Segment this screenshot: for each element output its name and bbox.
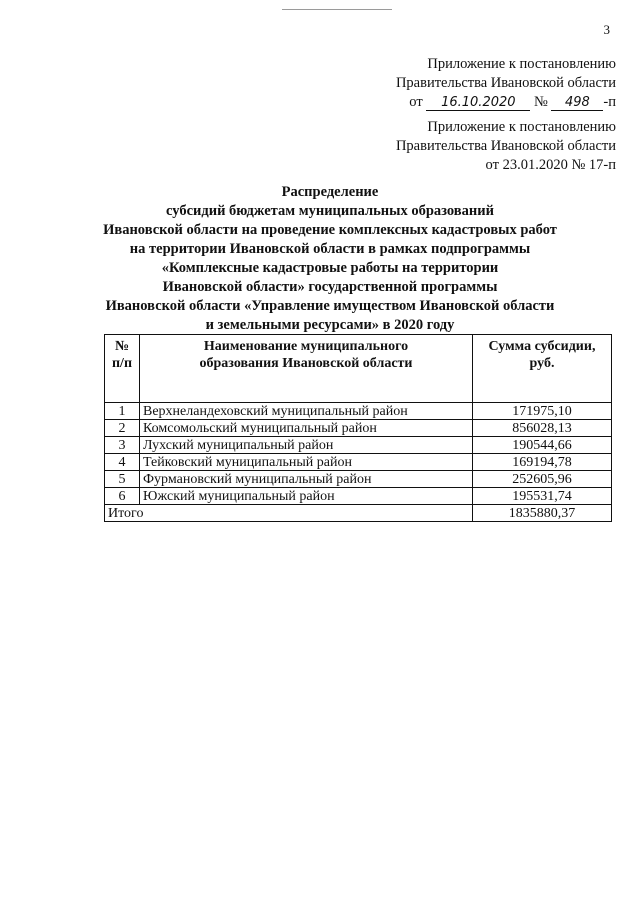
table-row bbox=[105, 420, 612, 437]
subsidy-table bbox=[104, 334, 612, 522]
header-num-line2: п/п bbox=[111, 356, 133, 371]
title-line: субсидий бюджетам муниципальных образований bbox=[166, 203, 494, 219]
title-line: Ивановской области» государственной программы bbox=[162, 279, 498, 295]
table-header-row bbox=[105, 335, 612, 403]
appendix-current bbox=[396, 55, 616, 112]
from-label: от bbox=[409, 94, 423, 110]
appendix-previous-line2: Правительства Ивановской области bbox=[395, 138, 616, 154]
header-name-line2: образования Ивановской области bbox=[199, 356, 413, 371]
appendix-current-line1: Приложение к постановлению bbox=[427, 56, 616, 72]
page-number: 3 bbox=[603, 22, 610, 37]
row-sum: 169194,78 bbox=[473, 454, 612, 471]
header-sum bbox=[473, 335, 612, 403]
row-sum: 195531,74 bbox=[473, 488, 612, 505]
appendix-current-line3 bbox=[396, 93, 616, 112]
row-num: 1 bbox=[105, 403, 140, 420]
row-name: Верхнеландеховский муниципальный район bbox=[140, 403, 473, 420]
row-num: 2 bbox=[105, 420, 140, 437]
handwritten-date: 16.10.2020 bbox=[426, 95, 530, 111]
table-total-row bbox=[105, 505, 612, 522]
header-name-line1: Наименование муниципального bbox=[203, 339, 409, 354]
header-num-line1: № bbox=[114, 339, 130, 354]
header-name bbox=[140, 335, 473, 403]
row-sum: 190544,66 bbox=[473, 437, 612, 454]
title-heading: Распределение bbox=[281, 184, 379, 200]
row-name: Южский муниципальный район bbox=[140, 488, 473, 505]
row-name: Фурмановский муниципальный район bbox=[140, 471, 473, 488]
row-num: 6 bbox=[105, 488, 140, 505]
row-num: 5 bbox=[105, 471, 140, 488]
number-suffix: -п bbox=[603, 94, 616, 110]
header-sum-line1: Сумма субсидии, bbox=[488, 339, 596, 354]
table-row bbox=[105, 437, 612, 454]
title-line: на территории Ивановской области в рамках подпрограммы bbox=[129, 241, 531, 257]
scan-artifact-line bbox=[282, 9, 392, 10]
table-row bbox=[105, 471, 612, 488]
header-sum-line2: руб. bbox=[529, 356, 555, 371]
row-name: Лухский муниципальный район bbox=[140, 437, 473, 454]
row-sum: 252605,96 bbox=[473, 471, 612, 488]
row-num: 3 bbox=[105, 437, 140, 454]
appendix-current-line2: Правительства Ивановской области bbox=[395, 75, 616, 91]
row-num: 4 bbox=[105, 454, 140, 471]
row-name: Комсомольский муниципальный район bbox=[140, 420, 473, 437]
table-row bbox=[105, 454, 612, 471]
total-sum: 1835880,37 bbox=[473, 505, 612, 522]
table-row bbox=[105, 403, 612, 420]
appendix-previous bbox=[396, 118, 616, 175]
title-line: Ивановской области на проведение комплексных кадастровых работ bbox=[103, 222, 557, 238]
title-line: и земельными ресурсами» в 2020 году bbox=[205, 317, 455, 333]
handwritten-number: 498 bbox=[551, 95, 603, 111]
number-label: № bbox=[533, 94, 548, 110]
appendix-previous-line1: Приложение к постановлению bbox=[427, 119, 616, 135]
row-sum: 856028,13 bbox=[473, 420, 612, 437]
header-num bbox=[105, 335, 140, 403]
total-label: Итого bbox=[105, 505, 473, 522]
title-line: Ивановской области «Управление имуществом Ивановской области bbox=[105, 298, 555, 314]
document-title bbox=[60, 183, 600, 335]
row-name: Тейковский муниципальный район bbox=[140, 454, 473, 471]
appendix-previous-line3: от 23.01.2020 № 17-п bbox=[485, 157, 616, 173]
row-sum: 171975,10 bbox=[473, 403, 612, 420]
title-line: «Комплексные кадастровые работы на территории bbox=[161, 260, 499, 276]
table-row bbox=[105, 488, 612, 505]
